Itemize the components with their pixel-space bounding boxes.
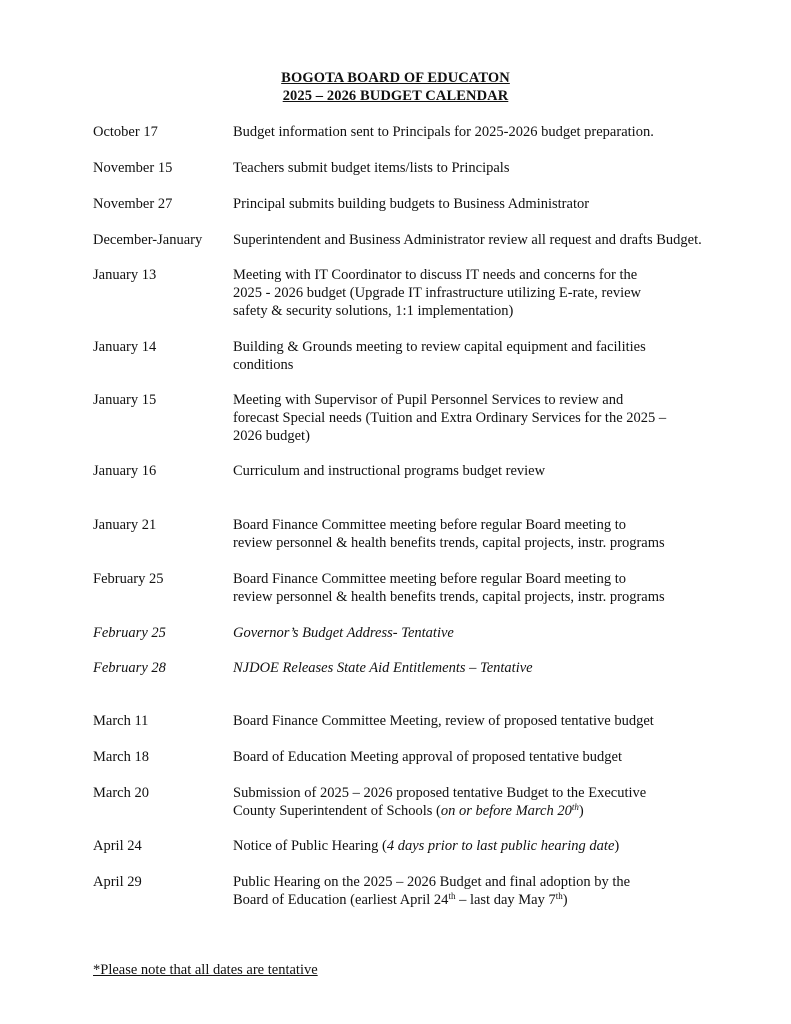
entry-date: February 28 xyxy=(93,660,166,676)
entry-date: February 25 xyxy=(93,571,164,587)
superscript: th xyxy=(571,802,579,812)
entry-date: November 27 xyxy=(93,196,173,212)
entry-date: January 13 xyxy=(93,267,157,283)
entry-date: November 15 xyxy=(93,160,173,176)
entry-line: Principal submits building budgets to Business Administrator xyxy=(233,196,590,212)
entry-line xyxy=(233,802,753,820)
entry-text: ) xyxy=(578,803,584,819)
entry-line xyxy=(233,837,753,855)
entry-line: review personnel & health benefits trends, capital projects, instr. programs xyxy=(233,535,665,551)
entry-description xyxy=(233,624,753,642)
entry-line: Submission of 2025 – 2026 proposed tentative Budget to the Executive xyxy=(233,785,647,801)
document-title: BOGOTA BOARD OF EDUCATON xyxy=(281,70,510,86)
entry-date: April 24 xyxy=(93,838,142,854)
entry-italic-text: on or before March 20 xyxy=(440,803,572,819)
entry-date: April 29 xyxy=(93,874,142,890)
entry-description xyxy=(233,570,753,606)
entry-line: Public Hearing on the 2025 – 2026 Budget and final adoption by the xyxy=(233,874,631,890)
entry-description xyxy=(233,159,753,177)
entry-description xyxy=(233,231,753,249)
entry-line: safety & security solutions, 1:1 implementation) xyxy=(233,303,514,319)
entry-line: Teachers submit budget items/lists to Principals xyxy=(233,160,510,176)
entry-description xyxy=(233,338,753,374)
entry-line xyxy=(233,891,753,909)
entry-description xyxy=(233,391,753,445)
entry-line: Curriculum and instructional programs budget review xyxy=(233,463,546,479)
entry-description xyxy=(233,195,753,213)
entry-text: County Superintendent of Schools ( xyxy=(233,803,441,819)
entry-date: March 11 xyxy=(93,713,149,729)
entry-line: Board Finance Committee meeting before regular Board meeting to xyxy=(233,571,626,587)
entry-date: March 18 xyxy=(93,749,149,765)
entry-date: January 21 xyxy=(93,517,157,533)
entry-description xyxy=(233,837,753,855)
entry-description xyxy=(233,659,753,677)
document-subtitle: 2025 – 2026 BUDGET CALENDAR xyxy=(282,88,509,104)
entry-description xyxy=(233,266,753,320)
entry-description xyxy=(233,516,753,552)
superscript: th xyxy=(448,891,456,901)
entry-date: January 16 xyxy=(93,463,157,479)
entry-description xyxy=(233,748,753,766)
entry-date: January 14 xyxy=(93,339,157,355)
entry-italic-text: 4 days prior to last public hearing date xyxy=(386,838,615,854)
entry-line: Superintendent and Business Administrator review all request and drafts Budget. xyxy=(233,232,702,248)
entry-line: Meeting with Supervisor of Pupil Personnel Services to review and xyxy=(233,392,624,408)
entry-line: Board of Education Meeting approval of proposed tentative budget xyxy=(233,749,622,765)
entry-description xyxy=(233,784,753,820)
entry-text: ) xyxy=(562,892,568,908)
entry-line: NJDOE Releases State Aid Entitlements – Tentative xyxy=(233,660,533,676)
footnote: *Please note that all dates are tentative xyxy=(93,962,318,978)
entry-line: Building & Grounds meeting to review capital equipment and facilities xyxy=(233,339,646,355)
entry-text: ) xyxy=(614,838,620,854)
entry-text: Board of Education (earliest April 24 xyxy=(233,892,449,908)
entry-line: review personnel & health benefits trends, capital projects, instr. programs xyxy=(233,589,665,605)
superscript: th xyxy=(555,891,563,901)
entry-description xyxy=(233,462,753,480)
entry-line: 2025 - 2026 budget (Upgrade IT infrastructure utilizing E-rate, review xyxy=(233,285,642,301)
entry-description xyxy=(233,123,753,141)
entry-date: March 20 xyxy=(93,785,149,801)
entry-date: December-January xyxy=(93,232,203,248)
entry-line: Board Finance Committee meeting before regular Board meeting to xyxy=(233,517,626,533)
entry-text: – last day May 7 xyxy=(455,892,556,908)
entry-date: February 25 xyxy=(93,625,166,641)
entry-line: forecast Special needs (Tuition and Extra Ordinary Services for the 2025 – xyxy=(233,410,667,426)
entry-description xyxy=(233,873,753,909)
entry-line: 2026 budget) xyxy=(233,428,310,444)
entry-line: Meeting with IT Coordinator to discuss IT needs and concerns for the xyxy=(233,267,638,283)
entry-line: conditions xyxy=(233,357,294,373)
entry-line: Governor’s Budget Address- Tentative xyxy=(233,625,454,641)
entry-line: Board Finance Committee Meeting, review of proposed tentative budget xyxy=(233,713,654,729)
entry-line: Budget information sent to Principals for 2025-2026 budget preparation. xyxy=(233,124,654,140)
entry-date: October 17 xyxy=(93,124,158,140)
entry-description xyxy=(233,712,753,730)
entry-text: Notice of Public Hearing ( xyxy=(233,838,387,854)
entry-date: January 15 xyxy=(93,392,157,408)
